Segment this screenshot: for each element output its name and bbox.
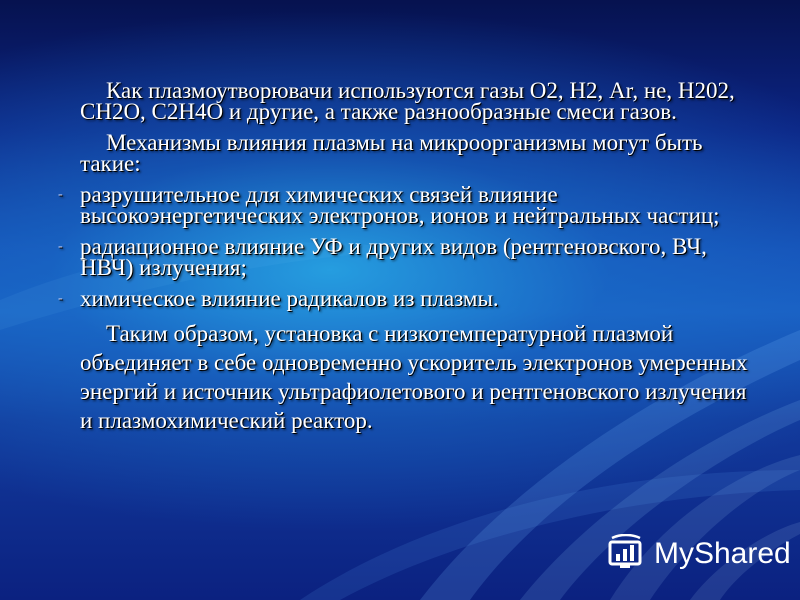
bullet-marker: -: [58, 239, 63, 254]
paragraph-plasma-gases: [58, 80, 748, 122]
list-item-text: разрушительное для химических связей влияние высокоэнергетических электронов, ионов и нейтральных частиц;: [80, 182, 720, 228]
slide-body: [58, 80, 748, 445]
list-item-text: химическое влияние радикалов из плазмы.: [80, 286, 499, 311]
paragraph-text: Как плазмоутворювачи используются газы О2, Н2, Аr, не, Н202, СН2О, С2Н4О и другие, а также разнообразные смеси газов.: [80, 78, 735, 124]
bullet-marker: -: [58, 187, 63, 202]
paragraph-mechanisms-intro: [58, 132, 748, 174]
bullet-marker: -: [58, 291, 63, 306]
list-item-text: радиационное влияние УФ и других видов (рентгеновского, ВЧ, НВЧ) излучения;: [80, 234, 707, 280]
paragraph-conclusion: [58, 319, 748, 435]
list-item: [58, 184, 748, 226]
list-item: [58, 236, 748, 278]
myshared-logo-icon: [606, 534, 646, 574]
paragraph-text: Таким образом, установка с низкотемпературной плазмой объединяет в себе одновременно ускоритель электронов умеренных энергий и источник ультрафиолетового и рентгеновского излучения и плазмохимический реактор.: [80, 321, 748, 433]
paragraph-text: Механизмы влияния плазмы на микроорганизмы могут быть такие:: [80, 130, 703, 176]
list-item: [58, 288, 748, 309]
myshared-watermark[interactable]: [606, 532, 791, 576]
watermark-text: MyShared: [654, 537, 791, 570]
